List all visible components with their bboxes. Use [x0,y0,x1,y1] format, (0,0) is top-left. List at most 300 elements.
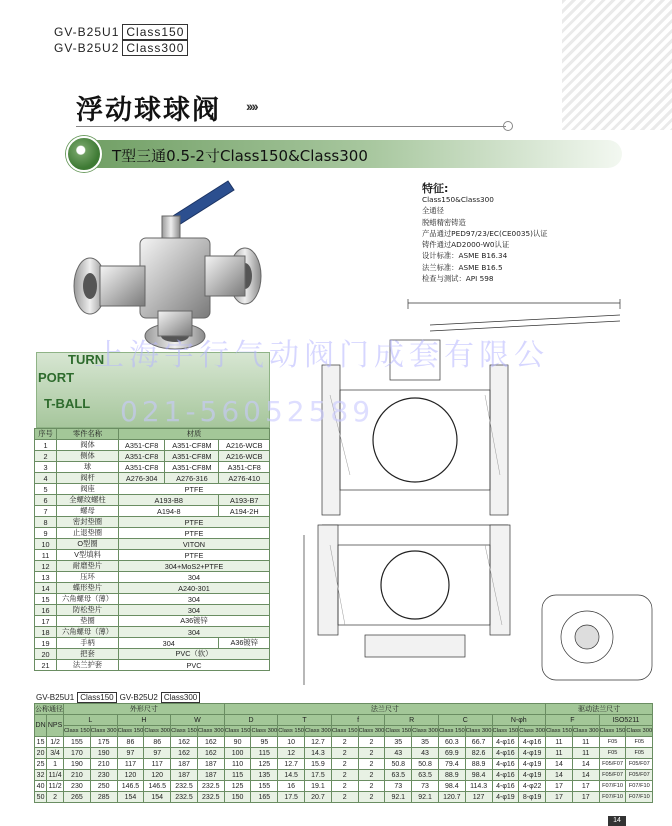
dims-cell: 110 [224,759,251,770]
dims-cell: 2 [358,759,385,770]
port-label: PORT [38,370,75,385]
dims-class-header: Class 150 [117,726,144,737]
dims-cell: 4-φ16 [492,781,519,792]
parts-cell: 15 [35,594,57,605]
dims-cell: F07/F10 [599,792,626,803]
parts-row [35,649,270,660]
dims-row [35,737,653,748]
parts-cell: A351-CF8M [165,451,219,462]
parts-cell: A216-WCB [219,451,270,462]
parts-row [35,616,270,627]
dims-col-header: L [64,715,118,726]
port-turn-label: TURN [68,352,105,367]
parts-row [35,561,270,572]
dims-cell: F07/F10 [626,792,653,803]
dims-col-header: ISO5211 [599,715,653,726]
dims-row [35,759,653,770]
dims-class-header: Class 150 [331,726,358,737]
dims-cell: 15.9 [305,759,332,770]
title-divider-dot-icon [503,121,513,131]
dims-cell: 12.7 [278,759,305,770]
features-list [422,194,548,284]
model-code-2: GV-B25U2 [54,41,120,55]
dims-cell: 11 [546,737,573,748]
parts-col-no: 序号 [35,429,57,440]
dims-cell: 2 [47,792,64,803]
parts-cell: 手柄 [57,638,119,649]
dims-cell: 4-φ16 [492,759,519,770]
dims-cell: 250 [90,781,117,792]
dims-cell: 165 [251,792,278,803]
dims-class-header: Class 300 [519,726,546,737]
dims-cell: 150 [224,792,251,803]
title-arrows-icon: ›››› [246,98,257,114]
parts-row [35,528,270,539]
dims-cell: 15 [35,737,47,748]
parts-cell: A351-CF8 [119,462,165,473]
dims-cell: 4-φ16 [492,737,519,748]
watermark-phone: 021-56052589 [120,395,375,428]
model-code-1: GV-B25U1 [54,25,120,39]
dims-class-header: Class 150 [385,726,412,737]
parts-row [35,572,270,583]
parts-cell: A351-CF8M [165,462,219,473]
dims-cell: 25 [35,759,47,770]
dims-cell: 86 [144,737,171,748]
dims-class-header: Class 150 [278,726,305,737]
dims-cell: 162 [171,737,198,748]
dims-cell: 2 [358,737,385,748]
dims-col-header: NPS [47,715,64,737]
dims-cell: 17 [572,792,599,803]
dims-cell: 3/4 [47,748,64,759]
decorative-stripes [562,0,672,130]
dims-row [35,748,653,759]
dims-cell: 4-φ22 [519,781,546,792]
dims-cell: 127 [465,792,492,803]
dims-cell: 4-φ16 [492,770,519,781]
dims-cell: 265 [64,792,91,803]
parts-cell: A216-WCB [219,440,270,451]
dims-class-header: Class 150 [64,726,91,737]
dims-cell: 92.1 [412,792,439,803]
parts-cell: 304 [119,627,270,638]
parts-cell: 密封垫圈 [57,517,119,528]
parts-cell: 阀体 [57,440,119,451]
dims-cell: 2 [331,781,358,792]
feature-item: 法兰标准：ASME B16.5 [422,262,503,272]
dimensions-table [34,703,653,803]
dims-cell: 155 [64,737,91,748]
dims-cell: 79.4 [438,759,465,770]
dims-cell: 120 [144,770,171,781]
parts-row [35,506,270,517]
dims-cell: 146.5 [117,781,144,792]
dims-group-flange: 法兰尺寸 [224,704,545,715]
dims-cell: 98.4 [438,781,465,792]
dims-cell: 2 [358,792,385,803]
dims-cell: 14.5 [278,770,305,781]
feature-item: 全通径 [422,206,444,216]
parts-cell: 17 [35,616,57,627]
parts-row [35,550,270,561]
dims-cell: 66.7 [465,737,492,748]
dims-cell: 232.5 [171,792,198,803]
dims-cell: 125 [224,781,251,792]
dims-cell: 14 [572,770,599,781]
dims-cell: 97 [117,748,144,759]
dims-class-header: Class 300 [197,726,224,737]
parts-cell: VITON [119,539,270,550]
parts-row [35,517,270,528]
parts-row [35,473,270,484]
dims-cell: 19.1 [305,781,332,792]
dims-cell: 232.5 [171,781,198,792]
dims-cell: 162 [197,737,224,748]
dims-cell: 82.6 [465,748,492,759]
dims-cell: 175 [90,737,117,748]
dims-row [35,781,653,792]
dims-class-header: Class 150 [599,726,626,737]
dims-cell: F05 [599,748,626,759]
dims-cell: 162 [197,748,224,759]
dims-cell: 43 [385,748,412,759]
parts-row [35,484,270,495]
feature-item: 产品通过PED97/23/EC(CE0035)认证 [422,228,548,238]
parts-cell: 垫圈 [57,616,119,627]
parts-cell: 止退垫圈 [57,528,119,539]
parts-cell: A194-8 [119,506,219,517]
dims-cell: 8-φ19 [519,792,546,803]
dims-cell: 43 [412,748,439,759]
parts-cell: 9 [35,528,57,539]
dims-col-header: f [331,715,385,726]
dims-cell: 11 [572,737,599,748]
dims-row [35,770,653,781]
dims-class-header: Class 300 [465,726,492,737]
dims-cell: 230 [90,770,117,781]
dims-cell: 2 [358,770,385,781]
dims-cell: 210 [64,770,91,781]
dims-cell: 154 [144,792,171,803]
parts-cell: 全螺纹螺柱 [57,495,119,506]
dims-cell: 154 [117,792,144,803]
dims-cell: 170 [64,748,91,759]
dims-cell: 115 [251,748,278,759]
subtitle-bullet-icon [66,136,102,172]
dims-class-header: Class 150 [438,726,465,737]
dims-cell: F05/F07 [599,770,626,781]
dims-cell: 14.3 [305,748,332,759]
dims-group-outline: 外形尺寸 [64,704,225,715]
parts-row [35,594,270,605]
dims-model-1: GV-B25U1 [36,693,75,702]
dims-cell: 10 [278,737,305,748]
dims-model-2: GV-B25U2 [119,693,158,702]
parts-cell: A36镀锌 [119,616,270,627]
dims-cell: 2 [331,737,358,748]
dims-cell: 187 [171,759,198,770]
dims-cell: 97 [144,748,171,759]
parts-cell: 3 [35,462,57,473]
dims-cell: F05/F07 [626,759,653,770]
feature-item: 设计标准：ASME B16.34 [422,251,508,261]
port-tball-label: T-BALL [44,396,91,411]
dims-cell: 14 [546,770,573,781]
dims-cell: F05 [599,737,626,748]
dims-cell: 73 [385,781,412,792]
dims-cell: 73 [412,781,439,792]
feature-item: 脱蜡精密铸造 [422,217,466,227]
dims-cell: 92.1 [385,792,412,803]
dims-cell: 1 [47,759,64,770]
model-line-2 [54,40,188,56]
feature-item: 铸件通过AD2000-W0认证 [422,240,510,250]
dims-cell: F05 [626,748,653,759]
parts-cell: O型圈 [57,539,119,550]
dims-cell: 40 [35,781,47,792]
dims-cell: 11/4 [48,771,62,779]
parts-cell: 阀座 [57,484,119,495]
parts-cell: V型填料 [57,550,119,561]
parts-cell: 侧体 [57,451,119,462]
dims-row [35,792,653,803]
dims-cell: 187 [171,770,198,781]
page-number: 14 [608,816,626,826]
parts-row [35,462,270,473]
dims-cell: 187 [197,770,224,781]
dims-col-header: W [171,715,225,726]
parts-cell: PVC（软） [119,649,270,660]
dims-col-header: R [385,715,439,726]
dims-cell: 88.9 [465,759,492,770]
dims-class-header: Class 150 [492,726,519,737]
parts-cell: PTFE [119,528,270,539]
parts-cell: A36镀锌 [219,638,270,649]
dims-cell: 17 [572,781,599,792]
dims-cell: 232.5 [197,781,224,792]
feature-item: 检查与测试：API 598 [422,274,494,284]
parts-cell: 六角螺母（薄） [57,627,119,638]
dims-cell: 90 [224,737,251,748]
parts-row [35,539,270,550]
dims-cell: 95 [251,737,278,748]
dims-cell: 60.3 [438,737,465,748]
parts-cell: 耐磨垫片 [57,561,119,572]
dims-cell: 20.7 [305,792,332,803]
dims-cell: 2 [331,770,358,781]
dims-cell: F05 [626,737,653,748]
dims-cell: 50.8 [385,759,412,770]
subtitle: T型三通0.5-2寸Class150&Class300 [112,147,368,165]
parts-col-name: 零件名称 [57,429,119,440]
parts-row [35,660,270,671]
dims-cell: F05/F07 [599,759,626,770]
parts-table [34,428,270,671]
parts-cell: PTFE [119,484,270,495]
parts-cell: A193-B7 [219,495,270,506]
dims-group-drive: 驱动法兰尺寸 [546,704,653,715]
dims-cell: 12.7 [305,737,332,748]
parts-row [35,605,270,616]
dims-cell: 2 [331,759,358,770]
dims-cell: 285 [90,792,117,803]
features-heading: 特征: [422,182,449,195]
dims-class-header: Class 300 [305,726,332,737]
parts-cell: 304 [119,638,219,649]
feature-item: Class150&Class300 [422,195,494,204]
dims-class-header: Class 300 [358,726,385,737]
parts-cell: 14 [35,583,57,594]
dims-cell: 50.8 [412,759,439,770]
dims-col-header: F [546,715,600,726]
dims-cell: 4-φ19 [519,770,546,781]
dims-cell: 1/2 [47,737,64,748]
dims-cell: 35 [385,737,412,748]
dims-cell: 2 [331,792,358,803]
dims-cell: 50 [35,792,47,803]
parts-cell: A276-410 [219,473,270,484]
dims-class-header: Class 300 [572,726,599,737]
dims-cell: 88.9 [438,770,465,781]
dims-col-header: C [438,715,492,726]
dims-cell: 4-φ16 [519,737,546,748]
parts-row [35,583,270,594]
parts-cell: 304 [119,594,270,605]
dims-cell: 135 [251,770,278,781]
dims-group-bore: 公称通径 [35,705,63,713]
dims-cell: 17.5 [278,792,305,803]
parts-cell: 法兰护套 [57,660,119,671]
parts-cell: 11 [35,550,57,561]
dims-cell: 210 [90,759,117,770]
dims-class-header: Class 300 [251,726,278,737]
dims-cell: 86 [117,737,144,748]
dims-col-header: T [278,715,332,726]
parts-cell: PVC [119,660,270,671]
dims-cell: 69.9 [438,748,465,759]
parts-cell: 5 [35,484,57,495]
parts-cell: 16 [35,605,57,616]
parts-cell: 压环 [57,572,119,583]
dims-class-header: Class 300 [626,726,653,737]
dims-cell: 100 [224,748,251,759]
parts-cell: PTFE [119,517,270,528]
class-badge-2: Class300 [122,40,188,56]
parts-cell: 13 [35,572,57,583]
parts-cell: 6 [35,495,57,506]
parts-cell: A276-316 [165,473,219,484]
page-title: 浮动球球阀 [76,95,221,126]
parts-cell: 把套 [57,649,119,660]
dims-cell: 17.5 [305,770,332,781]
dims-class-2: Class300 [161,692,200,703]
dims-class-header: Class 150 [546,726,573,737]
title-divider [76,126,506,127]
dims-cell: F07/F10 [626,781,653,792]
parts-row [35,627,270,638]
parts-cell: 防松垫片 [57,605,119,616]
dims-class-header: Class 300 [412,726,439,737]
dims-cell: 190 [64,759,91,770]
valve-photo [70,176,270,351]
parts-cell: PTFE [119,550,270,561]
parts-cell: 7 [35,506,57,517]
dims-cell: 17 [546,781,573,792]
parts-cell: 4 [35,473,57,484]
parts-row [35,495,270,506]
parts-cell: A240-301 [119,583,270,594]
parts-cell: 8 [35,517,57,528]
dims-cell: 98.4 [465,770,492,781]
dims-cell: 120 [117,770,144,781]
dims-cell: 35 [412,737,439,748]
parts-cell: A351-CF8 [119,451,165,462]
dims-model-label [36,692,200,703]
parts-col-material: 材质 [119,429,270,440]
dims-cell: 63.5 [412,770,439,781]
dims-cell: 16 [278,781,305,792]
dims-cell: F05/F07 [626,770,653,781]
dims-cell: 2 [358,781,385,792]
parts-cell: 20 [35,649,57,660]
dims-cell: 117 [117,759,144,770]
dims-cell: 115 [224,770,251,781]
parts-row [35,440,270,451]
dims-class-header: Class 300 [144,726,171,737]
dims-cell: 4-φ19 [519,759,546,770]
parts-cell: 2 [35,451,57,462]
dims-cell: 125 [251,759,278,770]
dims-cell: 4-φ19 [519,748,546,759]
model-line-1 [54,24,188,40]
dims-col-header: N-φh [492,715,546,726]
parts-cell: 10 [35,539,57,550]
parts-cell: A193-B8 [119,495,219,506]
dims-cell: 11/2 [48,782,62,790]
dims-cell: 14 [546,759,573,770]
dims-cell: 187 [197,759,224,770]
parts-cell: A351-CF8M [165,440,219,451]
dims-class-header: Class 300 [90,726,117,737]
dims-cell: 190 [90,748,117,759]
parts-cell: 18 [35,627,57,638]
parts-cell: 球 [57,462,119,473]
parts-cell: 螺母 [57,506,119,517]
dims-cell: 162 [171,748,198,759]
dims-cell: 120.7 [438,792,465,803]
dims-cell: 20 [35,748,47,759]
dims-cell: 155 [251,781,278,792]
parts-cell: 21 [35,660,57,671]
dims-cell: 230 [64,781,91,792]
parts-cell: 蝶形垫片 [57,583,119,594]
parts-cell: 12 [35,561,57,572]
parts-cell: A194-2H [219,506,270,517]
dims-cell: 32 [35,770,47,781]
dims-class-header: Class 150 [224,726,251,737]
parts-cell: 六角螺母（薄） [57,594,119,605]
dims-cell: 63.5 [385,770,412,781]
dims-col-header: D [224,715,278,726]
parts-cell: A276-304 [119,473,165,484]
dims-cell: 17 [546,792,573,803]
parts-cell: 304+MoS2+PTFE [119,561,270,572]
class-badge-1: Class150 [122,24,188,40]
dims-class-header: Class 150 [171,726,198,737]
dims-cell: 12 [278,748,305,759]
parts-cell: 304 [119,572,270,583]
